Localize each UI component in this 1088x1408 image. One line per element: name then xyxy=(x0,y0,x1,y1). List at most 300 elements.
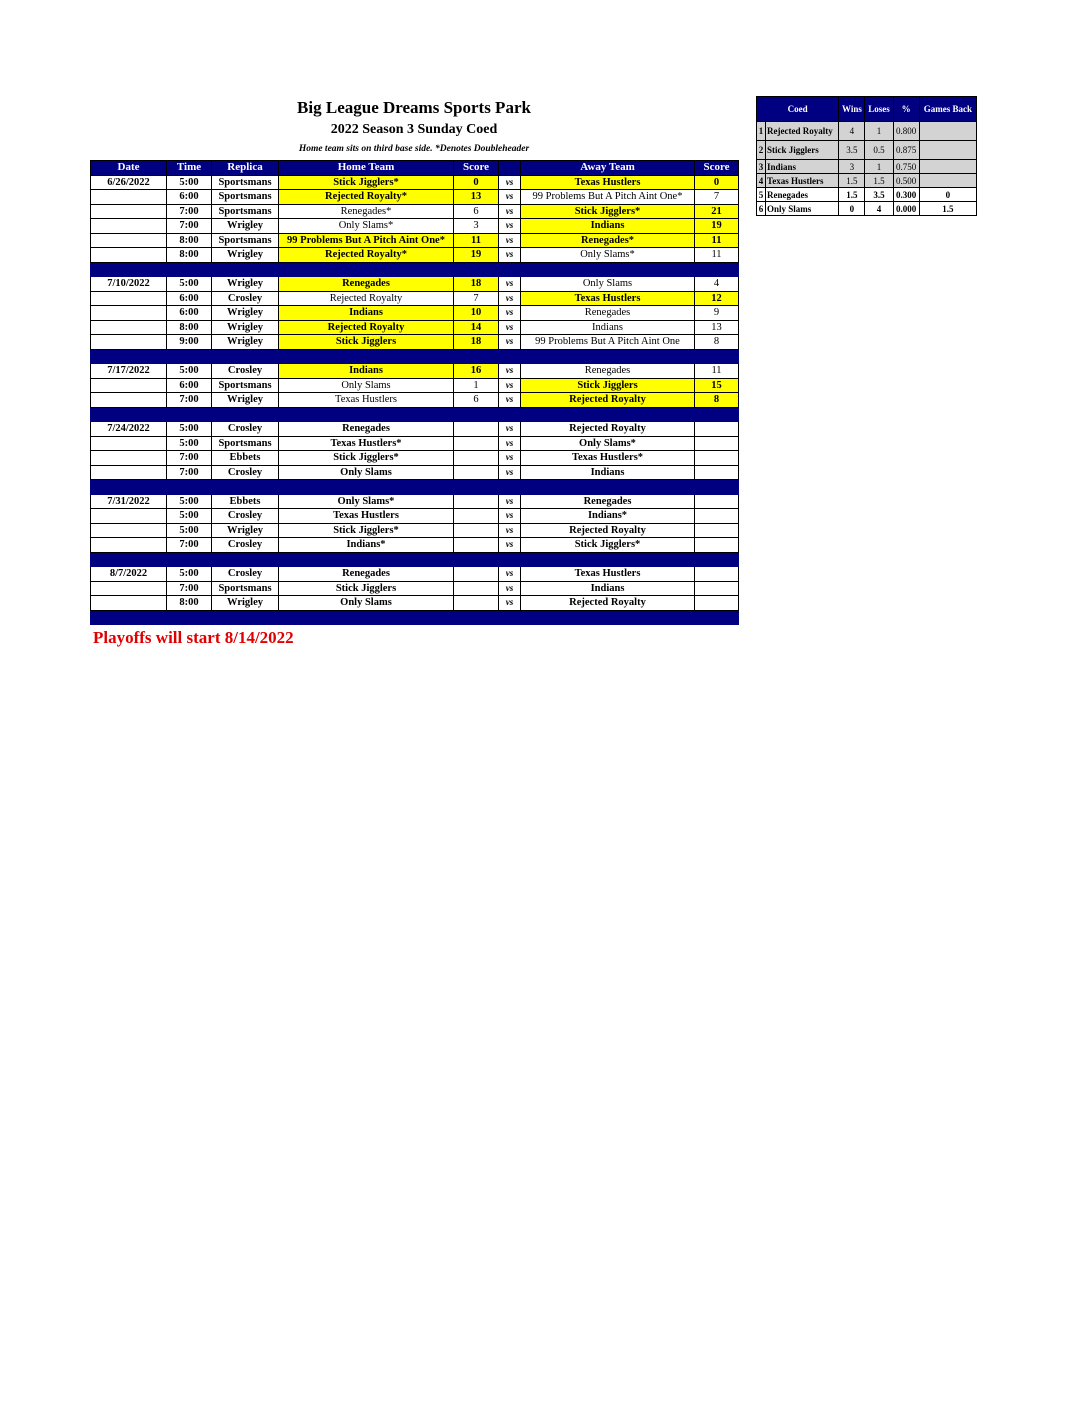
standings-pct: 0.300 xyxy=(893,188,919,202)
game-field: Ebbets xyxy=(212,494,279,509)
away-team: Stick Jigglers xyxy=(521,378,695,393)
away-team: Stick Jigglers* xyxy=(521,538,695,553)
home-score: 3 xyxy=(454,219,499,234)
game-field: Crosley xyxy=(212,291,279,306)
home-team: Stick Jigglers xyxy=(279,335,454,350)
separator-cell xyxy=(212,262,279,277)
col-date: Date xyxy=(91,161,167,176)
game-field: Crosley xyxy=(212,509,279,524)
game-row xyxy=(91,581,739,596)
game-row xyxy=(91,567,739,582)
game-time: 9:00 xyxy=(167,335,212,350)
game-row xyxy=(91,320,739,335)
standings-loses: 1 xyxy=(865,160,893,174)
away-score xyxy=(695,422,739,437)
col-time: Time xyxy=(167,161,212,176)
game-date xyxy=(91,204,167,219)
home-team: Stick Jigglers* xyxy=(279,451,454,466)
game-time: 5:00 xyxy=(167,277,212,292)
away-team: Texas Hustlers* xyxy=(521,451,695,466)
vs-label: vs xyxy=(499,233,521,248)
away-team: Texas Hustlers xyxy=(521,567,695,582)
playoffs-notice: Playoffs will start 8/14/2022 xyxy=(93,628,294,647)
away-team: Rejected Royalty xyxy=(521,523,695,538)
game-time: 8:00 xyxy=(167,248,212,263)
away-score: 19 xyxy=(695,219,739,234)
home-score xyxy=(454,465,499,480)
game-field: Crosley xyxy=(212,567,279,582)
separator-cell xyxy=(454,610,499,625)
home-score: 6 xyxy=(454,393,499,408)
col-vs xyxy=(499,161,521,176)
standings-games-back xyxy=(919,141,976,160)
away-score: 12 xyxy=(695,291,739,306)
separator-cell xyxy=(454,349,499,364)
game-field: Crosley xyxy=(212,465,279,480)
vs-label: vs xyxy=(499,306,521,321)
standings-games-back: 0 xyxy=(919,188,976,202)
away-score xyxy=(695,451,739,466)
home-team: Renegades* xyxy=(279,204,454,219)
separator-cell xyxy=(91,480,167,495)
game-date xyxy=(91,465,167,480)
separator-cell xyxy=(521,262,695,277)
game-field: Sportsmans xyxy=(212,436,279,451)
game-field: Wrigley xyxy=(212,320,279,335)
game-time: 5:00 xyxy=(167,175,212,190)
game-time: 6:00 xyxy=(167,190,212,205)
game-time: 7:00 xyxy=(167,204,212,219)
home-score xyxy=(454,509,499,524)
standings-col-games-back: Games Back xyxy=(919,97,976,122)
standings-rank: 4 xyxy=(757,174,766,188)
game-field: Wrigley xyxy=(212,393,279,408)
game-row xyxy=(91,306,739,321)
week-separator-row xyxy=(91,480,739,495)
separator-cell xyxy=(91,610,167,625)
game-time: 8:00 xyxy=(167,596,212,611)
vs-label: vs xyxy=(499,190,521,205)
away-team: Rejected Royalty xyxy=(521,422,695,437)
away-score xyxy=(695,567,739,582)
game-row xyxy=(91,596,739,611)
standings-col-wins: Wins xyxy=(839,97,865,122)
vs-label: vs xyxy=(499,204,521,219)
game-time: 5:00 xyxy=(167,509,212,524)
game-date: 8/7/2022 xyxy=(91,567,167,582)
game-field: Wrigley xyxy=(212,523,279,538)
away-team: Rejected Royalty xyxy=(521,393,695,408)
game-row xyxy=(91,378,739,393)
separator-cell xyxy=(167,610,212,625)
away-score: 8 xyxy=(695,335,739,350)
standings-pct: 0.000 xyxy=(893,202,919,216)
away-team: Only Slams xyxy=(521,277,695,292)
home-team: Indians xyxy=(279,306,454,321)
game-date xyxy=(91,248,167,263)
game-date xyxy=(91,451,167,466)
vs-label: vs xyxy=(499,523,521,538)
vs-label: vs xyxy=(499,335,521,350)
game-date: 7/24/2022 xyxy=(91,422,167,437)
game-time: 5:00 xyxy=(167,422,212,437)
game-row xyxy=(91,494,739,509)
away-score xyxy=(695,465,739,480)
separator-cell xyxy=(212,480,279,495)
standings-wins: 1.5 xyxy=(839,188,865,202)
game-date: 6/26/2022 xyxy=(91,175,167,190)
away-score: 9 xyxy=(695,306,739,321)
separator-cell xyxy=(167,480,212,495)
separator-cell xyxy=(212,349,279,364)
separator-cell xyxy=(167,349,212,364)
separator-cell xyxy=(454,480,499,495)
game-row xyxy=(91,523,739,538)
standings-games-back xyxy=(919,174,976,188)
game-date xyxy=(91,320,167,335)
home-score xyxy=(454,581,499,596)
week-separator-row xyxy=(91,349,739,364)
standings-loses: 1.5 xyxy=(865,174,893,188)
game-field: Ebbets xyxy=(212,451,279,466)
home-team: Indians xyxy=(279,364,454,379)
away-score: 13 xyxy=(695,320,739,335)
away-score: 0 xyxy=(695,175,739,190)
game-field: Sportsmans xyxy=(212,204,279,219)
game-row xyxy=(91,233,739,248)
standings-loses: 4 xyxy=(865,202,893,216)
home-score: 13 xyxy=(454,190,499,205)
home-score xyxy=(454,523,499,538)
game-row xyxy=(91,335,739,350)
vs-label: vs xyxy=(499,175,521,190)
schedule-note: Home team sits on third base side. *Denotes Doubleheader xyxy=(298,144,530,154)
week-separator-row xyxy=(91,610,739,625)
game-field: Wrigley xyxy=(212,596,279,611)
home-team: Rejected Royalty* xyxy=(279,190,454,205)
game-time: 5:00 xyxy=(167,567,212,582)
home-score xyxy=(454,494,499,509)
vs-label: vs xyxy=(499,422,521,437)
separator-cell xyxy=(499,262,521,277)
separator-cell xyxy=(212,407,279,422)
standings-team: Renegades xyxy=(766,188,839,202)
game-row xyxy=(91,291,739,306)
vs-label: vs xyxy=(499,277,521,292)
home-team: Only Slams xyxy=(279,596,454,611)
col-away-score: Score xyxy=(695,161,739,176)
away-score xyxy=(695,509,739,524)
separator-cell xyxy=(279,480,454,495)
game-date xyxy=(91,436,167,451)
standings-pct: 0.500 xyxy=(893,174,919,188)
separator-cell xyxy=(279,552,454,567)
standings-wins: 4 xyxy=(839,122,865,141)
home-score xyxy=(454,538,499,553)
home-score: 6 xyxy=(454,204,499,219)
away-score: 21 xyxy=(695,204,739,219)
away-score: 11 xyxy=(695,248,739,263)
game-time: 6:00 xyxy=(167,291,212,306)
home-team: Texas Hustlers xyxy=(279,509,454,524)
game-row xyxy=(91,451,739,466)
home-score xyxy=(454,567,499,582)
away-team: Renegades xyxy=(521,494,695,509)
away-team: Renegades xyxy=(521,364,695,379)
game-field: Crosley xyxy=(212,538,279,553)
game-row xyxy=(91,248,739,263)
away-team: Rejected Royalty xyxy=(521,596,695,611)
separator-cell xyxy=(212,610,279,625)
away-team: Indians* xyxy=(521,509,695,524)
vs-label: vs xyxy=(499,465,521,480)
standings-row xyxy=(757,188,977,202)
home-score: 10 xyxy=(454,306,499,321)
game-time: 7:00 xyxy=(167,393,212,408)
separator-cell xyxy=(499,349,521,364)
standings-row xyxy=(757,141,977,160)
game-row xyxy=(91,175,739,190)
standings-rank: 5 xyxy=(757,188,766,202)
game-field: Crosley xyxy=(212,364,279,379)
separator-cell xyxy=(279,407,454,422)
standings-col-loses: Loses xyxy=(865,97,893,122)
separator-cell xyxy=(521,349,695,364)
away-score xyxy=(695,581,739,596)
game-time: 8:00 xyxy=(167,320,212,335)
separator-cell xyxy=(167,552,212,567)
game-field: Sportsmans xyxy=(212,233,279,248)
game-date xyxy=(91,190,167,205)
separator-cell xyxy=(91,552,167,567)
separator-cell xyxy=(167,262,212,277)
standings-row xyxy=(757,174,977,188)
vs-label: vs xyxy=(499,378,521,393)
away-score xyxy=(695,523,739,538)
vs-label: vs xyxy=(499,451,521,466)
col-home-team: Home Team xyxy=(279,161,454,176)
schedule-table xyxy=(90,160,739,625)
standings-wins: 0 xyxy=(839,202,865,216)
home-score: 18 xyxy=(454,335,499,350)
vs-label: vs xyxy=(499,494,521,509)
home-team: Rejected Royalty xyxy=(279,320,454,335)
away-team: Only Slams* xyxy=(521,436,695,451)
home-score: 7 xyxy=(454,291,499,306)
home-team: Renegades xyxy=(279,567,454,582)
away-score xyxy=(695,538,739,553)
game-field: Wrigley xyxy=(212,335,279,350)
vs-label: vs xyxy=(499,320,521,335)
game-field: Wrigley xyxy=(212,277,279,292)
standings-loses: 0.5 xyxy=(865,141,893,160)
standings-rank: 6 xyxy=(757,202,766,216)
home-team: Indians* xyxy=(279,538,454,553)
col-replica: Replica xyxy=(212,161,279,176)
game-row xyxy=(91,509,739,524)
schedule-header-row xyxy=(91,161,739,176)
vs-label: vs xyxy=(499,596,521,611)
standings-wins: 1.5 xyxy=(839,174,865,188)
vs-label: vs xyxy=(499,393,521,408)
standings-team: Indians xyxy=(766,160,839,174)
home-score xyxy=(454,422,499,437)
away-team: Indians xyxy=(521,465,695,480)
vs-label: vs xyxy=(499,567,521,582)
game-time: 7:00 xyxy=(167,581,212,596)
game-field: Sportsmans xyxy=(212,175,279,190)
standings-rank: 1 xyxy=(757,122,766,141)
vs-label: vs xyxy=(499,248,521,263)
home-team: Rejected Royalty xyxy=(279,291,454,306)
game-date xyxy=(91,378,167,393)
away-team: Renegades* xyxy=(521,233,695,248)
game-time: 7:00 xyxy=(167,451,212,466)
game-time: 7:00 xyxy=(167,465,212,480)
away-team: Only Slams* xyxy=(521,248,695,263)
separator-cell xyxy=(279,610,454,625)
vs-label: vs xyxy=(499,509,521,524)
week-separator-row xyxy=(91,552,739,567)
away-score: 7 xyxy=(695,190,739,205)
standings-col-pct: % xyxy=(893,97,919,122)
home-score xyxy=(454,596,499,611)
home-team: Texas Hustlers* xyxy=(279,436,454,451)
standings-team: Rejected Royalty xyxy=(766,122,839,141)
standings-rank: 2 xyxy=(757,141,766,160)
separator-cell xyxy=(695,552,739,567)
separator-cell xyxy=(91,349,167,364)
game-date: 7/10/2022 xyxy=(91,277,167,292)
separator-cell xyxy=(499,480,521,495)
game-field: Sportsmans xyxy=(212,190,279,205)
separator-cell xyxy=(695,480,739,495)
away-score: 8 xyxy=(695,393,739,408)
game-field: Sportsmans xyxy=(212,581,279,596)
game-time: 6:00 xyxy=(167,378,212,393)
away-score: 15 xyxy=(695,378,739,393)
col-home-score: Score xyxy=(454,161,499,176)
away-score xyxy=(695,596,739,611)
vs-label: vs xyxy=(499,538,521,553)
vs-label: vs xyxy=(499,219,521,234)
game-row xyxy=(91,422,739,437)
separator-cell xyxy=(695,407,739,422)
separator-cell xyxy=(695,349,739,364)
home-team: Only Slams* xyxy=(279,494,454,509)
week-separator-row xyxy=(91,262,739,277)
away-score xyxy=(695,436,739,451)
home-team: Stick Jigglers xyxy=(279,581,454,596)
standings-team: Stick Jigglers xyxy=(766,141,839,160)
standings-rank: 3 xyxy=(757,160,766,174)
home-score xyxy=(454,436,499,451)
home-team: Renegades xyxy=(279,422,454,437)
home-team: Only Slams xyxy=(279,378,454,393)
home-score: 14 xyxy=(454,320,499,335)
away-team: 99 Problems But A Pitch Aint One* xyxy=(521,190,695,205)
separator-cell xyxy=(521,480,695,495)
game-date xyxy=(91,233,167,248)
standings-games-back: 1.5 xyxy=(919,202,976,216)
page-title: Big League Dreams Sports Park xyxy=(297,98,531,117)
away-score xyxy=(695,494,739,509)
game-row xyxy=(91,190,739,205)
game-time: 7:00 xyxy=(167,219,212,234)
separator-cell xyxy=(212,552,279,567)
game-date: 7/17/2022 xyxy=(91,364,167,379)
home-score: 16 xyxy=(454,364,499,379)
game-row xyxy=(91,465,739,480)
vs-label: vs xyxy=(499,581,521,596)
away-team: Indians xyxy=(521,581,695,596)
home-score: 18 xyxy=(454,277,499,292)
separator-cell xyxy=(499,610,521,625)
game-date xyxy=(91,219,167,234)
game-row xyxy=(91,219,739,234)
game-date xyxy=(91,306,167,321)
separator-cell xyxy=(167,407,212,422)
home-team: Texas Hustlers xyxy=(279,393,454,408)
game-field: Sportsmans xyxy=(212,378,279,393)
home-score: 1 xyxy=(454,378,499,393)
away-score: 11 xyxy=(695,364,739,379)
home-score: 19 xyxy=(454,248,499,263)
game-row xyxy=(91,364,739,379)
game-field: Wrigley xyxy=(212,219,279,234)
standings-row xyxy=(757,122,977,141)
home-team: Renegades xyxy=(279,277,454,292)
standings-pct: 0.875 xyxy=(893,141,919,160)
page-subtitle: 2022 Season 3 Sunday Coed xyxy=(330,122,498,137)
away-team: Stick Jigglers* xyxy=(521,204,695,219)
away-team: Indians xyxy=(521,320,695,335)
game-row xyxy=(91,436,739,451)
away-team: Texas Hustlers xyxy=(521,175,695,190)
standings-col-coed: Coed xyxy=(757,97,839,122)
game-time: 5:00 xyxy=(167,364,212,379)
game-time: 7:00 xyxy=(167,538,212,553)
home-team: Only Slams* xyxy=(279,219,454,234)
game-row xyxy=(91,204,739,219)
game-date xyxy=(91,335,167,350)
home-score: 11 xyxy=(454,233,499,248)
game-date xyxy=(91,581,167,596)
home-team: Stick Jigglers* xyxy=(279,175,454,190)
home-score: 0 xyxy=(454,175,499,190)
away-team: 99 Problems But A Pitch Aint One xyxy=(521,335,695,350)
away-team: Indians xyxy=(521,219,695,234)
home-team: Stick Jigglers* xyxy=(279,523,454,538)
game-date xyxy=(91,538,167,553)
vs-label: vs xyxy=(499,291,521,306)
game-row xyxy=(91,393,739,408)
separator-cell xyxy=(521,552,695,567)
standings-row xyxy=(757,202,977,216)
standings-loses: 1 xyxy=(865,122,893,141)
standings-team: Only Slams xyxy=(766,202,839,216)
separator-cell xyxy=(279,262,454,277)
game-time: 6:00 xyxy=(167,306,212,321)
separator-cell xyxy=(521,610,695,625)
away-score: 4 xyxy=(695,277,739,292)
standings-team: Texas Hustlers xyxy=(766,174,839,188)
home-team: Rejected Royalty* xyxy=(279,248,454,263)
game-time: 5:00 xyxy=(167,494,212,509)
separator-cell xyxy=(279,349,454,364)
standings-games-back xyxy=(919,122,976,141)
game-field: Wrigley xyxy=(212,248,279,263)
